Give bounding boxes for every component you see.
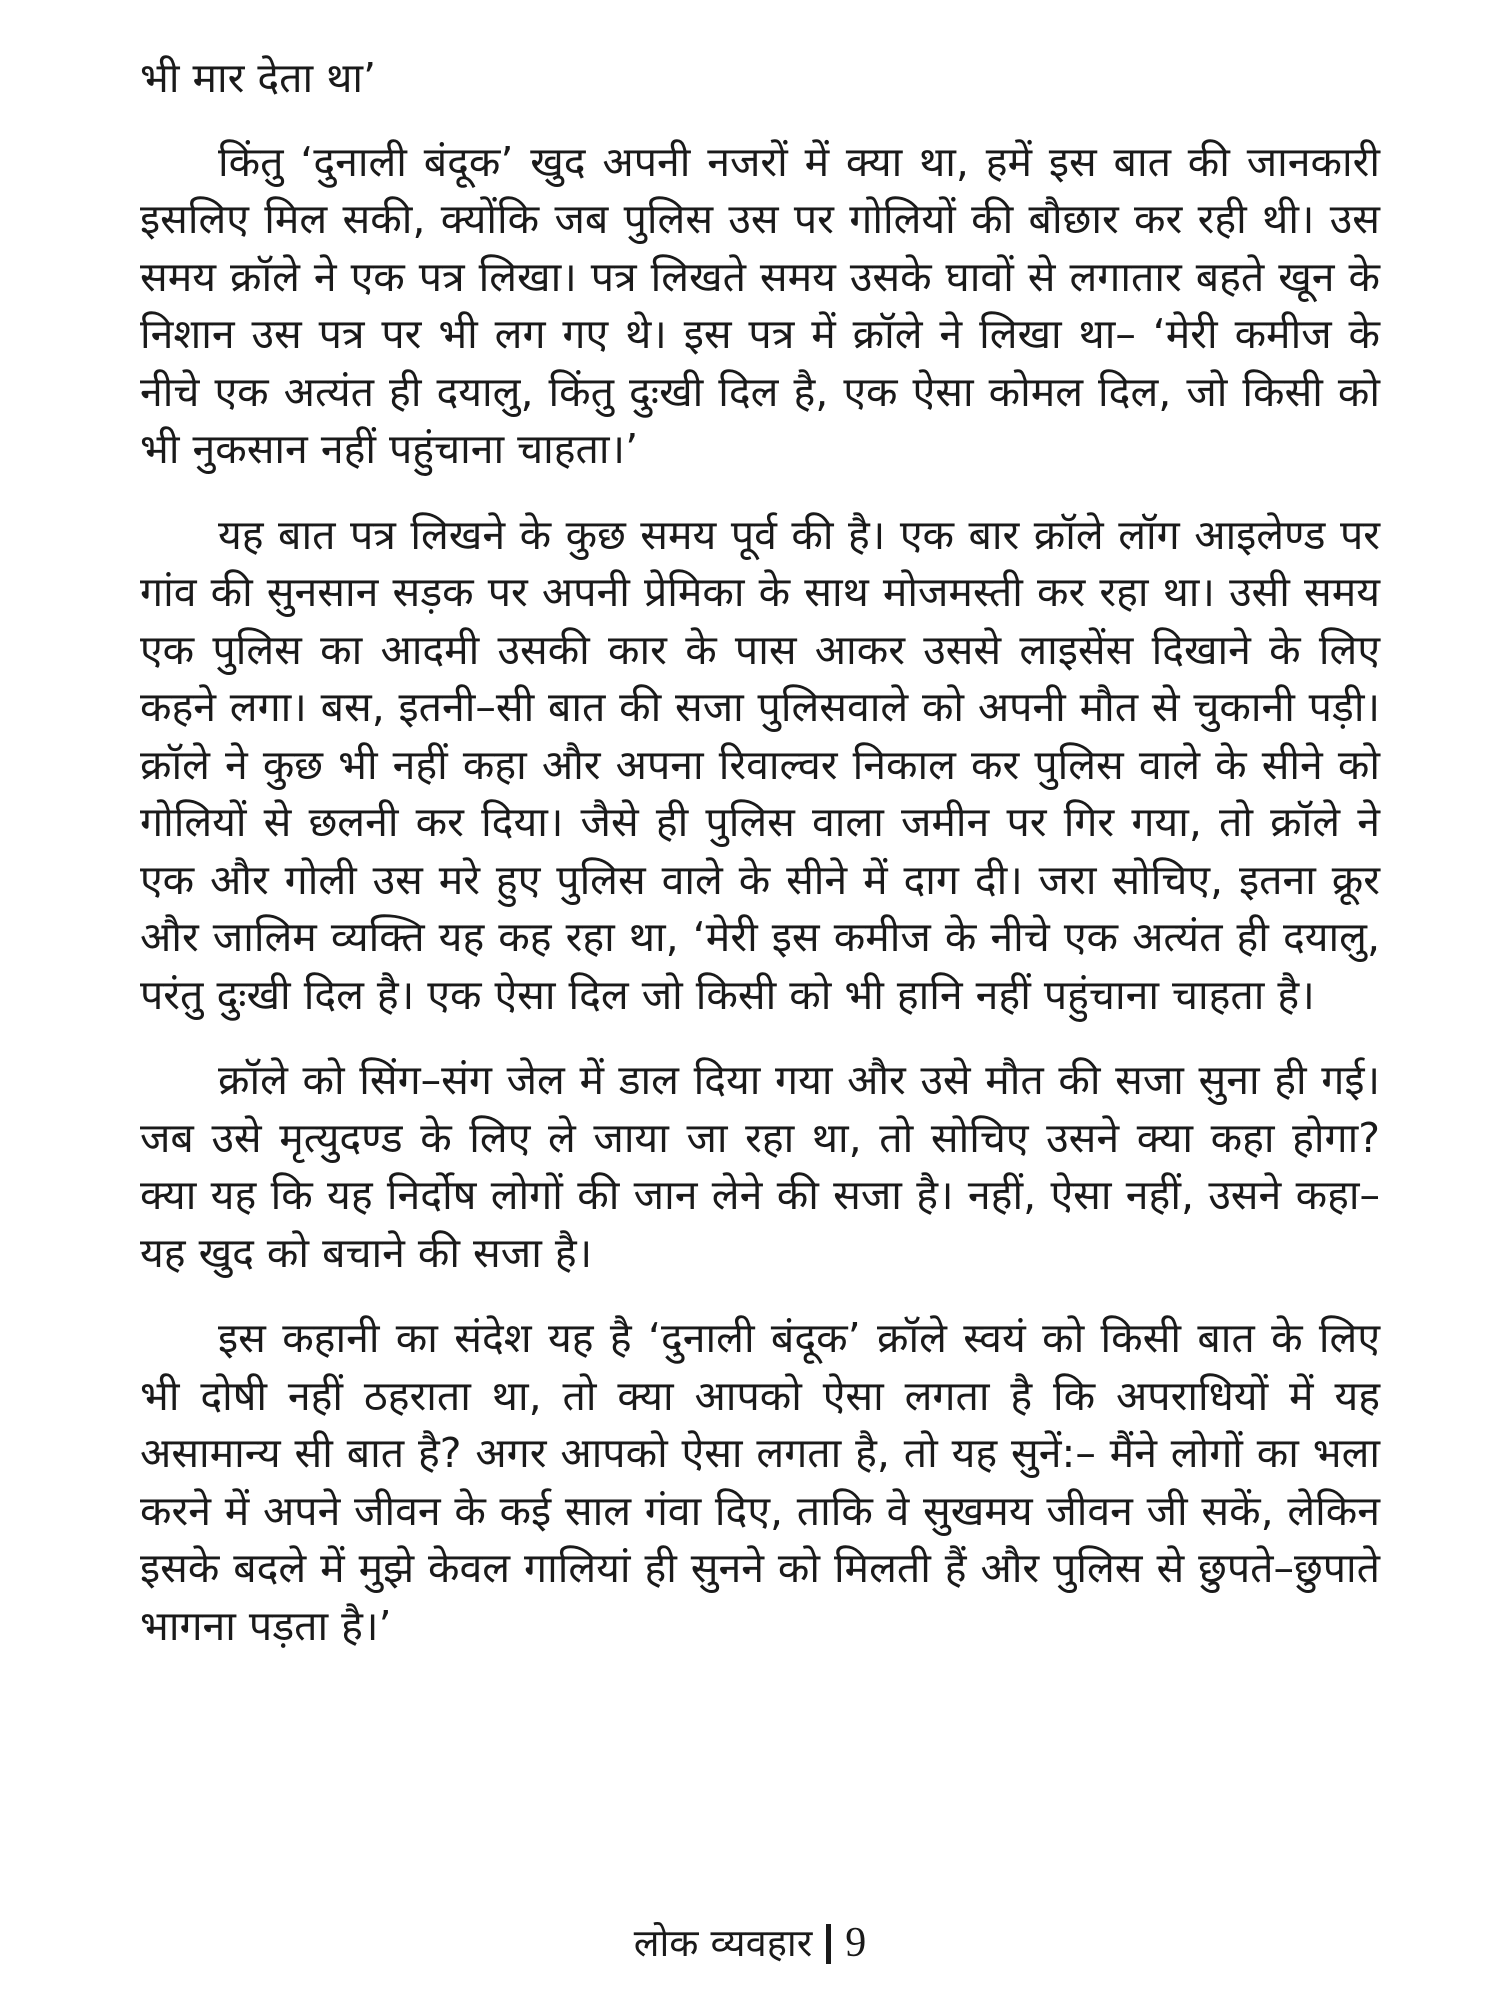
paragraph-police-incident: यह बात पत्र लिखने के कुछ समय पूर्व की है। एक बार क्रॉले लॉग आइलेण्ड पर गांव की सुनसान सड़क पर अपनी प्रेमिका के साथ मोजमस्ती कर रहा था। उसी समय एक पुलिस का आदमी उसकी कार के पास आकर उससे लाइसेंस दिखाने के लिए कहने लगा। बस, इतनी–सी बात की सजा पुलिसवाले को अपनी मौत से चुकानी पड़ी। क्रॉले ने कुछ भी नहीं कहा और अपना रिवाल्वर निकाल कर पुलिस वाले के सीने को गोलियों से छलनी कर दिया। जैसे ही पुलिस वाला जमीन पर गिर गया, तो क्रॉले ने एक और गोली उस मरे हुए पुलिस वाले के सीने में दाग दी। जरा सोचिए, इतना क्रूर और जालिम व्यक्ति यह कह रहा था, ‘मेरी इस कमीज के नीचे एक अत्यंत ही दयालु, परंतु दुःखी दिल है। एक ऐसा दिल जो किसी को भी हानि नहीं पहुंचाना चाहता है। [140, 510, 1380, 1019]
paragraph-moral: इस कहानी का संदेश यह है ‘दुनाली बंदूक’ क्रॉले स्वयं को किसी बात के लिए भी दोषी नहीं ठहराता था, तो क्या आपको ऐसा लगता है कि अपराधियों में यह असामान्य सी बात है? अगर आपको ऐसा लगता है, तो यह सुनें:– मैंने लोगों का भला करने में अपने जीवन के कई साल गंवा दिए, ताकि वे सुखमय जीवन जी सकें, लेकिन इसके बदले में मुझे केवल गालियां ही सुनने को मिलती हैं और पुलिस से छुपते–छुपाते भागना पड़ता है।’ [140, 1314, 1380, 1650]
page-body [140, 50, 1380, 1683]
footer-divider [826, 1924, 831, 1964]
paragraph-sentence: क्रॉले को सिंग–संग जेल में डाल दिया गया और उसे मौत की सजा सुना ही गई। जब उसे मृत्युदण्ड के लिए ले जाया जा रहा था, तो सोचिए उसने क्या कहा होगा? क्या यह कि यह निर्दोष लोगों की जान लेने की सजा है। नहीं, ऐसा नहीं, उसने कहा– यह खुद को बचाने की सजा है। [140, 1056, 1380, 1277]
page-number: 9 [845, 1920, 867, 1966]
paragraph-continuation: भी मार देता था’ [140, 54, 377, 102]
page-footer [0, 1918, 1500, 1968]
paragraph-letter: किंतु ‘दुनाली बंदूक’ खुद अपनी नजरों में क्या था, हमें इस बात की जानकारी इसलिए मिल सकी, क्योंकि जब पुलिस उस पर गोलियों की बौछार कर रही थी। उस समय क्रॉले ने एक पत्र लिखा। पत्र लिखते समय उसके घावों से लगातार बहते खून के निशान उस पत्र पर भी लग गए थे। इस पत्र में क्रॉले ने लिखा था– ‘मेरी कमीज के नीचे एक अत्यंत ही दयालु, किंतु दुःखी दिल है, एक ऐसा कोमल दिल, जो किसी को भी नुकसान नहीं पहुंचाना चाहता।’ [140, 137, 1380, 473]
book-title: लोक व्यवहार [633, 1921, 813, 1965]
